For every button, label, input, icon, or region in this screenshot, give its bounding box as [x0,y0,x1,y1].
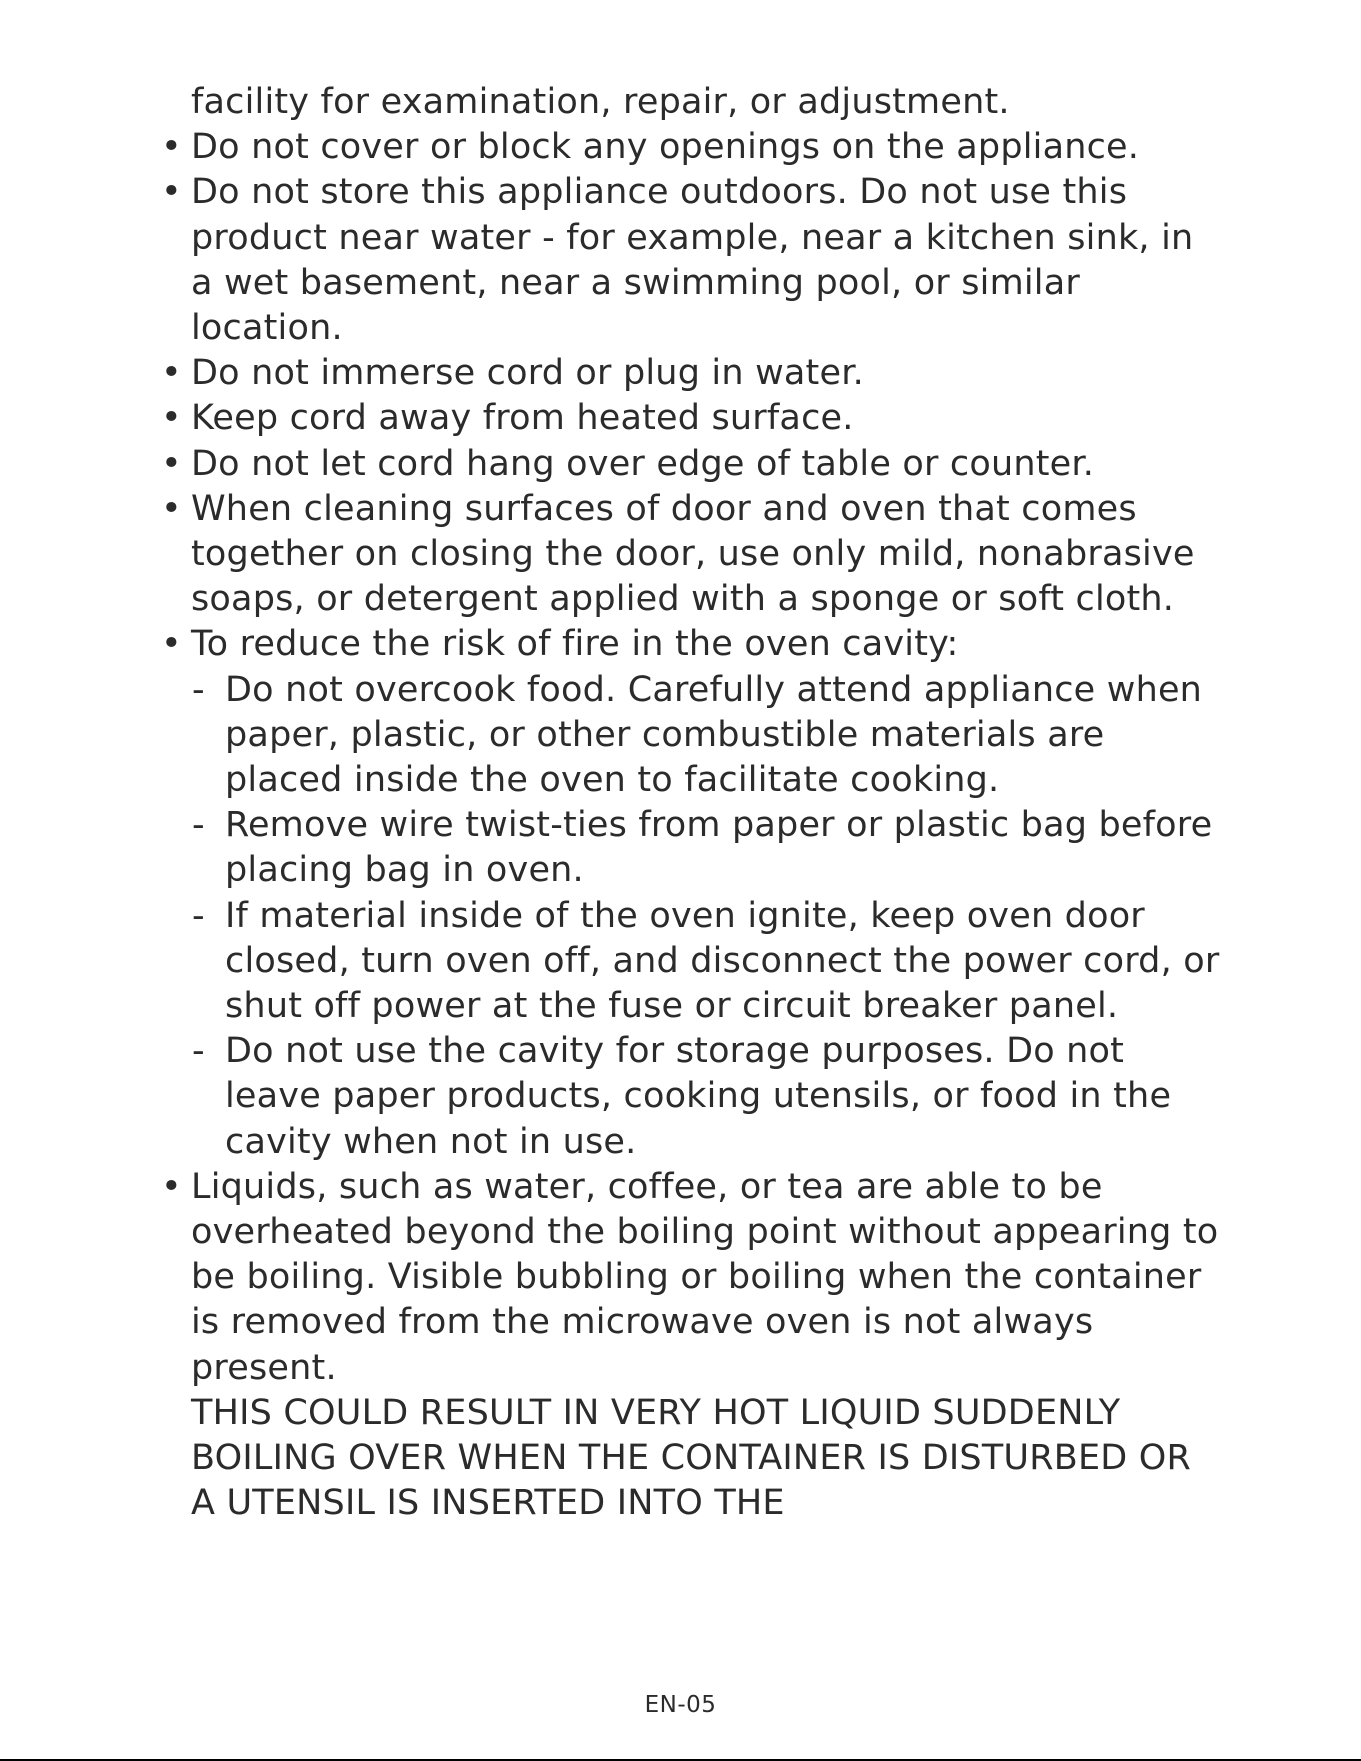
safety-instructions [161,80,1221,1527]
bullet-glyph: • [161,443,182,484]
bullet-item [161,396,1221,441]
bullet-text: Do not store this appliance outdoors. Do not use this product near water - for example, near a kitchen sink, in a wet basement, near a swimming pool, or similar location. [191,172,1194,349]
dash-glyph: - [192,895,205,936]
bullet-item [161,351,1221,396]
bullet-item [161,125,1221,170]
bullet-item [161,487,1221,623]
bullet-glyph: • [161,1166,182,1207]
sub-item [161,803,1221,893]
bullet-item [161,170,1221,351]
bullet-glyph: • [161,127,182,168]
sub-item-text: Do not overcook food. Carefully attend appliance when paper, plastic, or other combustible materials are placed inside the oven to facilitate cooking. [225,669,1203,801]
bullet-glyph: • [161,172,182,213]
bullet-glyph: • [161,488,182,529]
sub-item-text: Do not use the cavity for storage purposes. Do not leave paper products, cooking utensils, or food in the cavity when not in use. [225,1031,1172,1162]
dash-glyph: - [192,1031,205,1072]
dash-glyph: - [192,805,205,846]
continued-text: facility for examination, repair, or adjustment. [191,82,1010,122]
bullet-item [161,1165,1221,1391]
sub-item-text: Remove wire twist-ties from paper or plastic bag before placing bag in oven. [225,805,1213,891]
bullet-item [161,622,1221,667]
bullet-glyph: • [161,353,182,394]
bullet-text: Do not immerse cord or plug in water. [191,353,864,394]
bullet-text: Liquids, such as water, coffee, or tea are able to be overheated beyond the boiling point without appearing to be boiling. Visible bubbling or boiling when the container is removed from the microwave oven is not always present. [191,1166,1219,1388]
sub-item [161,894,1221,1030]
sub-item [161,1029,1221,1165]
sub-item [161,668,1221,804]
bullet-text: To reduce the risk of fire in the oven cavity: [191,624,959,665]
bullet-text: Do not cover or block any openings on the appliance. [191,127,1140,168]
bullet-item [161,442,1221,487]
page-number: EN-05 [644,1692,717,1718]
caps-warning: THIS COULD RESULT IN VERY HOT LIQUID SUDDENLY BOILING OVER WHEN THE CONTAINER IS DISTURBED OR A UTENSIL IS INSERTED INTO THE [191,1392,1192,1524]
dash-glyph: - [192,669,205,710]
sub-item-text: If material inside of the oven ignite, keep oven door closed, turn oven off, and disconnect the power cord, or shut off power at the fuse or circuit breaker panel. [225,895,1220,1027]
bullet-text: When cleaning surfaces of door and oven that comes together on closing the door, use only mild, nonabrasive soaps, or detergent applied with a sponge or soft cloth. [191,488,1195,620]
bullet-text: Keep cord away from heated surface. [191,398,854,439]
bullet-glyph: • [161,398,182,439]
bullet-glyph: • [161,624,182,665]
bullet-text: Do not let cord hang over edge of table or counter. [191,443,1095,484]
